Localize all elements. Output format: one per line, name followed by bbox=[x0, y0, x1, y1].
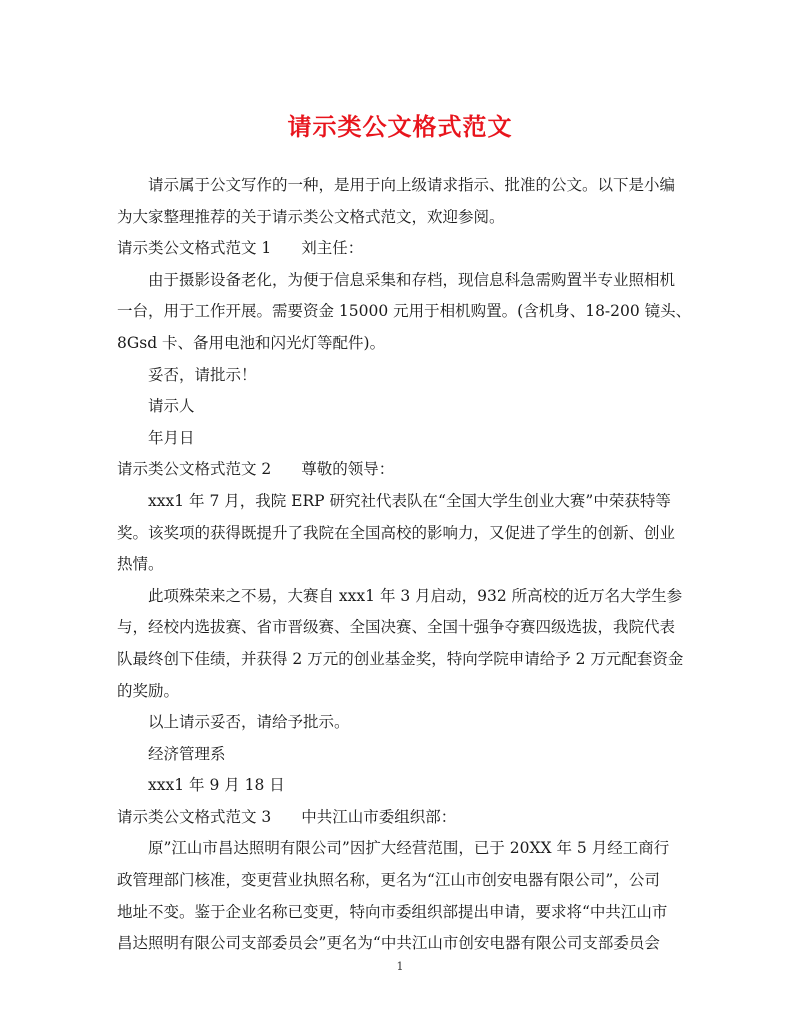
document-body bbox=[117, 170, 700, 960]
paragraph-line: 昌达照明有限公司支部委员会”更名为“中共江山市创安电器有限公司支部委员会 bbox=[117, 934, 660, 953]
paragraph-line: 奖。该奖项的获得既提升了我院在全国高校的影响力，又促进了学生的创新、创业 bbox=[117, 523, 676, 542]
section-heading: 请示类公文格式范文 3 bbox=[117, 807, 272, 826]
paragraph-line: 原”江山市昌达照明有限公司”因扩大经营范围，已于 20XX 年 5 月经工商行 bbox=[148, 839, 670, 858]
paragraph-line: 以上请示妥否，请给予批示。 bbox=[148, 713, 350, 732]
signature-line: 请示人 bbox=[148, 397, 195, 416]
paragraph-line: 妥否，请批示！ bbox=[148, 365, 257, 384]
paragraph-line: 政管理部门核准，变更营业执照名称，更名为“江山市创安电器有限公司”，公司 bbox=[117, 871, 660, 890]
paragraph-line: 为大家整理推荐的关于请示类公文格式范文，欢迎参阅。 bbox=[117, 207, 505, 226]
section-heading: 请示类公文格式范文 1 bbox=[117, 239, 272, 258]
section-heading-line bbox=[117, 454, 700, 486]
salutation: 刘主任： bbox=[301, 239, 364, 258]
section-heading-line bbox=[117, 802, 700, 834]
paragraph-line: 此项殊荣来之不易，大赛自 xxx1 年 3 月启动，932 所高校的近万名大学生参 bbox=[148, 586, 683, 605]
date-line: xxx1 年 9 月 18 日 bbox=[148, 776, 285, 795]
paragraph-line: 与，经校内选拔赛、省市晋级赛、全国决赛、全国十强争夺赛四级选拔，我院代表 bbox=[117, 618, 676, 637]
paragraph-line: 热情。 bbox=[117, 555, 164, 574]
salutation: 尊敬的领导： bbox=[301, 460, 395, 479]
signature-line: 经济管理系 bbox=[148, 744, 226, 763]
paragraph-line: 8Gsd 卡、备用电池和闪光灯等配件)。 bbox=[117, 333, 386, 352]
paragraph-line: 由于摄影设备老化，为便于信息采集和存档，现信息科急需购置半专业照相机 bbox=[148, 270, 676, 289]
salutation: 中共江山市委组织部： bbox=[301, 807, 457, 826]
paragraph-line: xxx1 年 7 月，我院 ERP 研究社代表队在“全国大学生创业大赛”中荣获特等 bbox=[148, 491, 671, 510]
paragraph-line: 一台，用于工作开展。需要资金 15000 元用于相机购置。(含机身、18-200 镜头、 bbox=[117, 302, 692, 321]
page-number: 1 bbox=[396, 960, 404, 973]
paragraph-line: 队最终创下佳绩，并获得 2 万元的创业基金奖，特向学院申请给予 2 万元配套资金 bbox=[117, 649, 684, 668]
paragraph-line: 的奖励。 bbox=[117, 681, 180, 700]
section-heading-line bbox=[117, 233, 700, 265]
paragraph-line: 请示属于公文写作的一种，是用于向上级请求指示、批准的公文。以下是小编 bbox=[148, 176, 676, 194]
section-heading: 请示类公文格式范文 2 bbox=[117, 460, 272, 479]
document-title: 请示类公文格式范文 bbox=[287, 112, 513, 141]
paragraph-line: 地址不变。鉴于企业名称已变更，特向市委组织部提出申请，要求将“中共江山市 bbox=[117, 902, 668, 921]
date-line: 年月日 bbox=[148, 428, 195, 447]
